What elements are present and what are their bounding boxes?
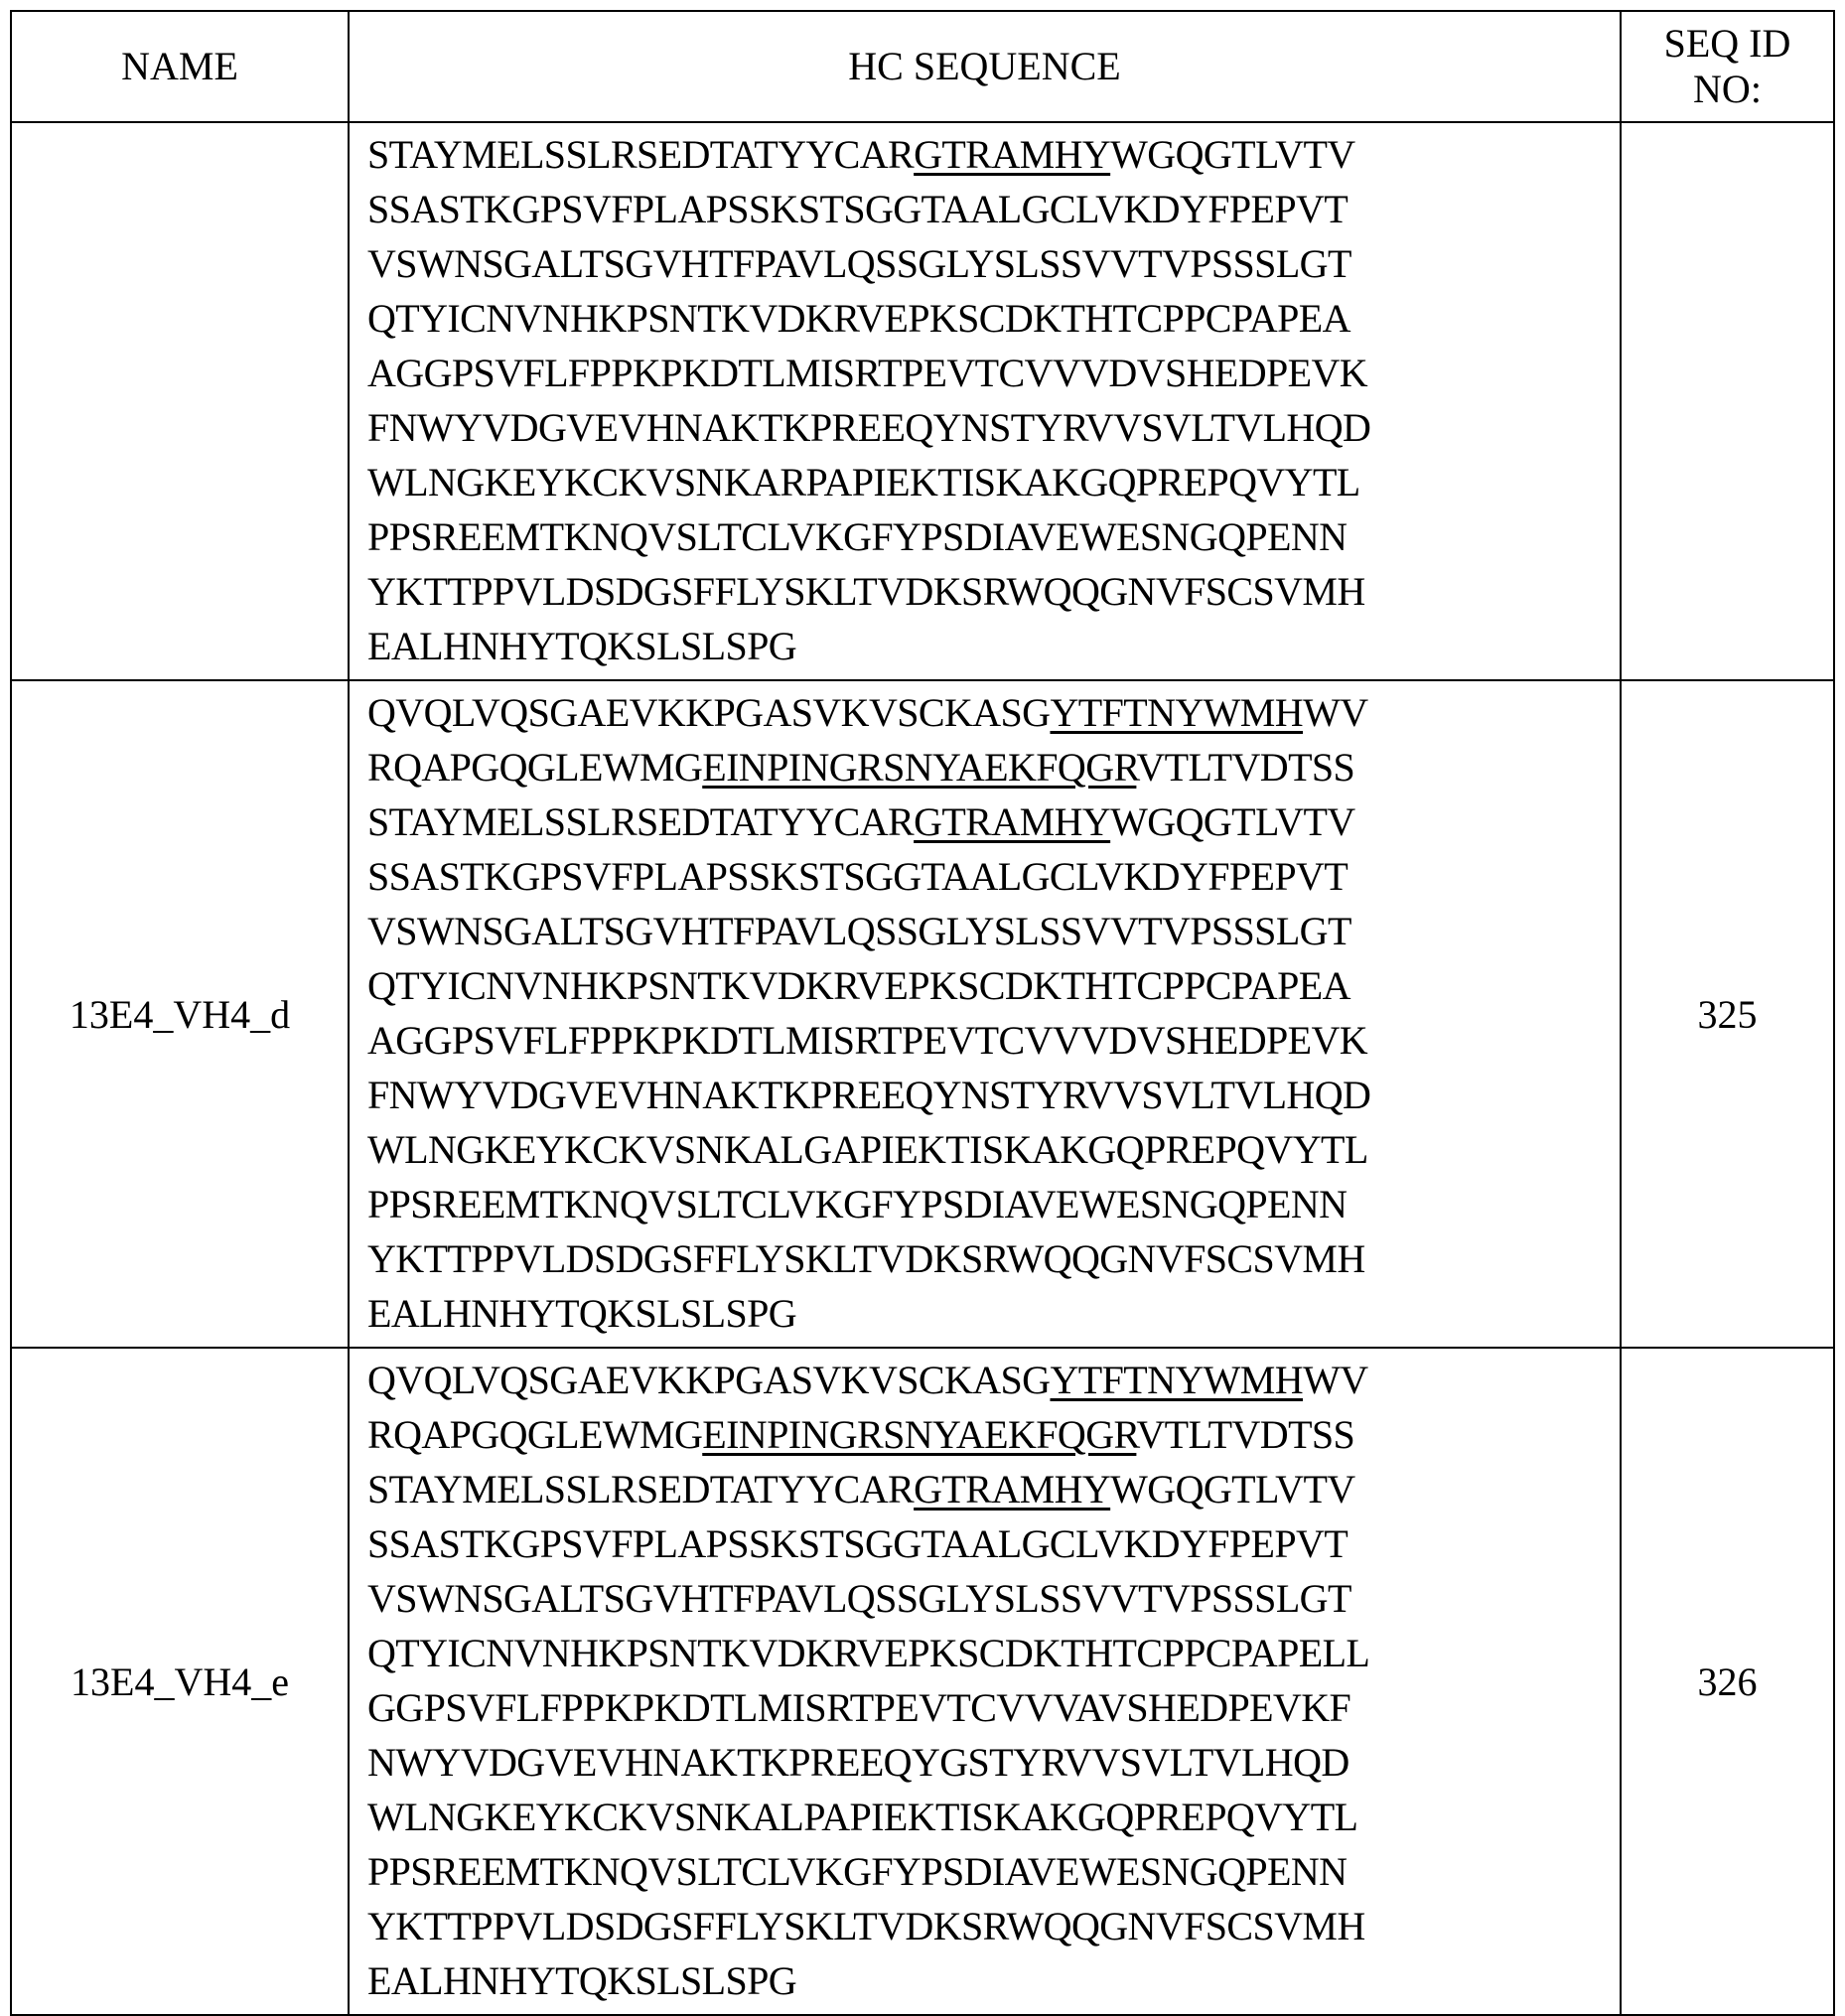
cell-sequence [349,680,1621,1348]
sequence-line [367,1626,1620,1680]
header-sequence: HC SEQUENCE [349,11,1621,122]
sequence-segment: QVQLVQSGAEVKKPGASVKVSCKASG [367,690,1050,735]
sequence-segment: FNWYVDGVEVHNAKTKPREEQYNSTYRVVSVLTVLHQD [367,1073,1370,1117]
sequence-segment: SSASTKGPSVFPLAPSSKSTSGGTAALGCLVKDYFPEPVT [367,1521,1348,1566]
table-row [11,1348,1834,2015]
sequence-segment: RQAPGQGLEWMG [367,1412,702,1457]
sequence-line [367,127,1620,182]
sequence-segment: WGQGTLVTV [1110,799,1354,844]
sequence-line [367,1177,1620,1231]
sequence-segment: STAYMELSSLRSEDTATYYCAR [367,1467,914,1512]
sequence-segment: QTYICNVNHKPSNTKVDKRVEPKSCDKTHTCPPCPAPEA [367,963,1350,1008]
sequence-line [367,1013,1620,1068]
sequence-segment: GGPSVFLFPPKPKDTLMISRTPEVTCVVVAVSHEDPEVKF [367,1685,1350,1730]
sequence-line [367,564,1620,619]
cell-name: 13E4_VH4_e [11,1348,349,2015]
header-name: NAME [11,11,349,122]
sequence-segment: EALHNHYTQKSLSLSPG [367,624,796,668]
sequence-segment: QTYICNVNHKPSNTKVDKRVEPKSCDKTHTCPPCPAPEA [367,296,1350,341]
sequence-segment: WGQGTLVTV [1110,1467,1354,1512]
sequence-segment: PPSREEMTKNQVSLTCLVKGFYPSDIAVEWESNGQPENN [367,514,1347,559]
cdr-segment-underlined: YTFTNYWMH [1050,690,1303,735]
cdr-segment-underlined: EINPINGRSNYAEKFQGR [702,745,1136,790]
sequence-segment: RQAPGQGLEWMG [367,745,702,790]
sequence-line [367,1844,1620,1899]
sequence-line [367,794,1620,849]
sequence-line [367,1790,1620,1844]
sequence-segment: WGQGTLVTV [1110,132,1354,177]
sequence-line [367,1068,1620,1122]
sequence-line [367,400,1620,455]
sequence-segment: SSASTKGPSVFPLAPSSKSTSGGTAALGCLVKDYFPEPVT [367,854,1348,899]
sequence-segment: WLNGKEYKCKVSNKARPAPIEKTISKAKGQPREPQVYTL [367,460,1360,504]
sequence-segment: AGGPSVFLFPPKPKDTLMISRTPEVTCVVVDVSHEDPEVK [367,1018,1367,1063]
sequence-line [367,1516,1620,1571]
cdr-segment-underlined: EINPINGRSNYAEKFQGR [702,1412,1136,1457]
sequence-line [367,1407,1620,1462]
cdr-segment-underlined: YTFTNYWMH [1050,1358,1303,1402]
sequence-segment: VTLTVDTSS [1136,745,1354,790]
cell-seq-id: 325 [1621,680,1834,1348]
header-seq-id: SEQ ID NO: [1621,11,1834,122]
sequence-line [367,509,1620,564]
sequence-segment: PPSREEMTKNQVSLTCLVKGFYPSDIAVEWESNGQPENN [367,1182,1347,1226]
sequence-line [367,685,1620,740]
sequence-line [367,958,1620,1013]
sequence-segment: YKTTPPVLDSDGSFFLYSKLTVDKSRWQQGNVFSCSVMH [367,569,1365,614]
sequence-line [367,1122,1620,1177]
sequence-line [367,904,1620,958]
sequence-line [367,740,1620,794]
sequence-line [367,1735,1620,1790]
table-row [11,680,1834,1348]
sequence-segment: FNWYVDGVEVHNAKTKPREEQYNSTYRVVSVLTVLHQD [367,405,1370,450]
sequence-segment: EALHNHYTQKSLSLSPG [367,1958,796,2003]
sequence-line [367,1286,1620,1341]
cell-seq-id: 326 [1621,1348,1834,2015]
sequence-segment: NWYVDGVEVHNAKTKPREEQYGSTYRVVSVLTVLHQD [367,1740,1349,1785]
sequence-segment: EALHNHYTQKSLSLSPG [367,1291,796,1336]
sequence-segment: VSWNSGALTSGVHTFPAVLQSSGLYSLSSVVTVPSSSLGT [367,241,1351,286]
sequence-table [10,10,1835,2016]
cdr-segment-underlined: GTRAMHY [914,799,1110,844]
sequence-segment: STAYMELSSLRSEDTATYYCAR [367,799,914,844]
cdr-segment-underlined: GTRAMHY [914,1467,1110,1512]
sequence-segment: WLNGKEYKCKVSNKALPAPIEKTISKAKGQPREPQVYTL [367,1795,1357,1839]
sequence-line [367,1899,1620,1953]
sequence-line [367,1353,1620,1407]
sequence-line [367,1571,1620,1626]
sequence-line [367,236,1620,291]
sequence-segment: PPSREEMTKNQVSLTCLVKGFYPSDIAVEWESNGQPENN [367,1849,1347,1894]
cell-seq-id [1621,122,1834,680]
sequence-segment: AGGPSVFLFPPKPKDTLMISRTPEVTCVVVDVSHEDPEVK [367,351,1367,395]
sequence-line [367,346,1620,400]
cell-name: 13E4_VH4_d [11,680,349,1348]
sequence-line [367,182,1620,236]
sequence-segment: WV [1303,690,1367,735]
sequence-segment: WLNGKEYKCKVSNKALGAPIEKTISKAKGQPREPQVYTL [367,1127,1368,1172]
sequence-segment: QTYICNVNHKPSNTKVDKRVEPKSCDKTHTCPPCPAPELL [367,1631,1369,1675]
cell-sequence [349,122,1621,680]
sequence-segment: VTLTVDTSS [1136,1412,1354,1457]
sequence-line [367,1680,1620,1735]
cdr-segment-underlined: GTRAMHY [914,132,1110,177]
table-row [11,122,1834,680]
cell-name [11,122,349,680]
sequence-segment: WV [1303,1358,1367,1402]
sequence-line [367,455,1620,509]
sequence-line [367,849,1620,904]
sequence-line [367,291,1620,346]
sequence-segment: YKTTPPVLDSDGSFFLYSKLTVDKSRWQQGNVFSCSVMH [367,1236,1365,1281]
sequence-segment: SSASTKGPSVFPLAPSSKSTSGGTAALGCLVKDYFPEPVT [367,187,1348,231]
sequence-line [367,1462,1620,1516]
sequence-segment: QVQLVQSGAEVKKPGASVKVSCKASG [367,1358,1050,1402]
sequence-line [367,1953,1620,2008]
cell-sequence [349,1348,1621,2015]
sequence-line [367,1231,1620,1286]
sequence-segment: VSWNSGALTSGVHTFPAVLQSSGLYSLSSVVTVPSSSLGT [367,1576,1351,1621]
sequence-segment: VSWNSGALTSGVHTFPAVLQSSGLYSLSSVVTVPSSSLGT [367,909,1351,953]
sequence-segment: STAYMELSSLRSEDTATYYCAR [367,132,914,177]
sequence-line [367,619,1620,673]
header-row [11,11,1834,122]
sequence-segment: YKTTPPVLDSDGSFFLYSKLTVDKSRWQQGNVFSCSVMH [367,1904,1365,1948]
